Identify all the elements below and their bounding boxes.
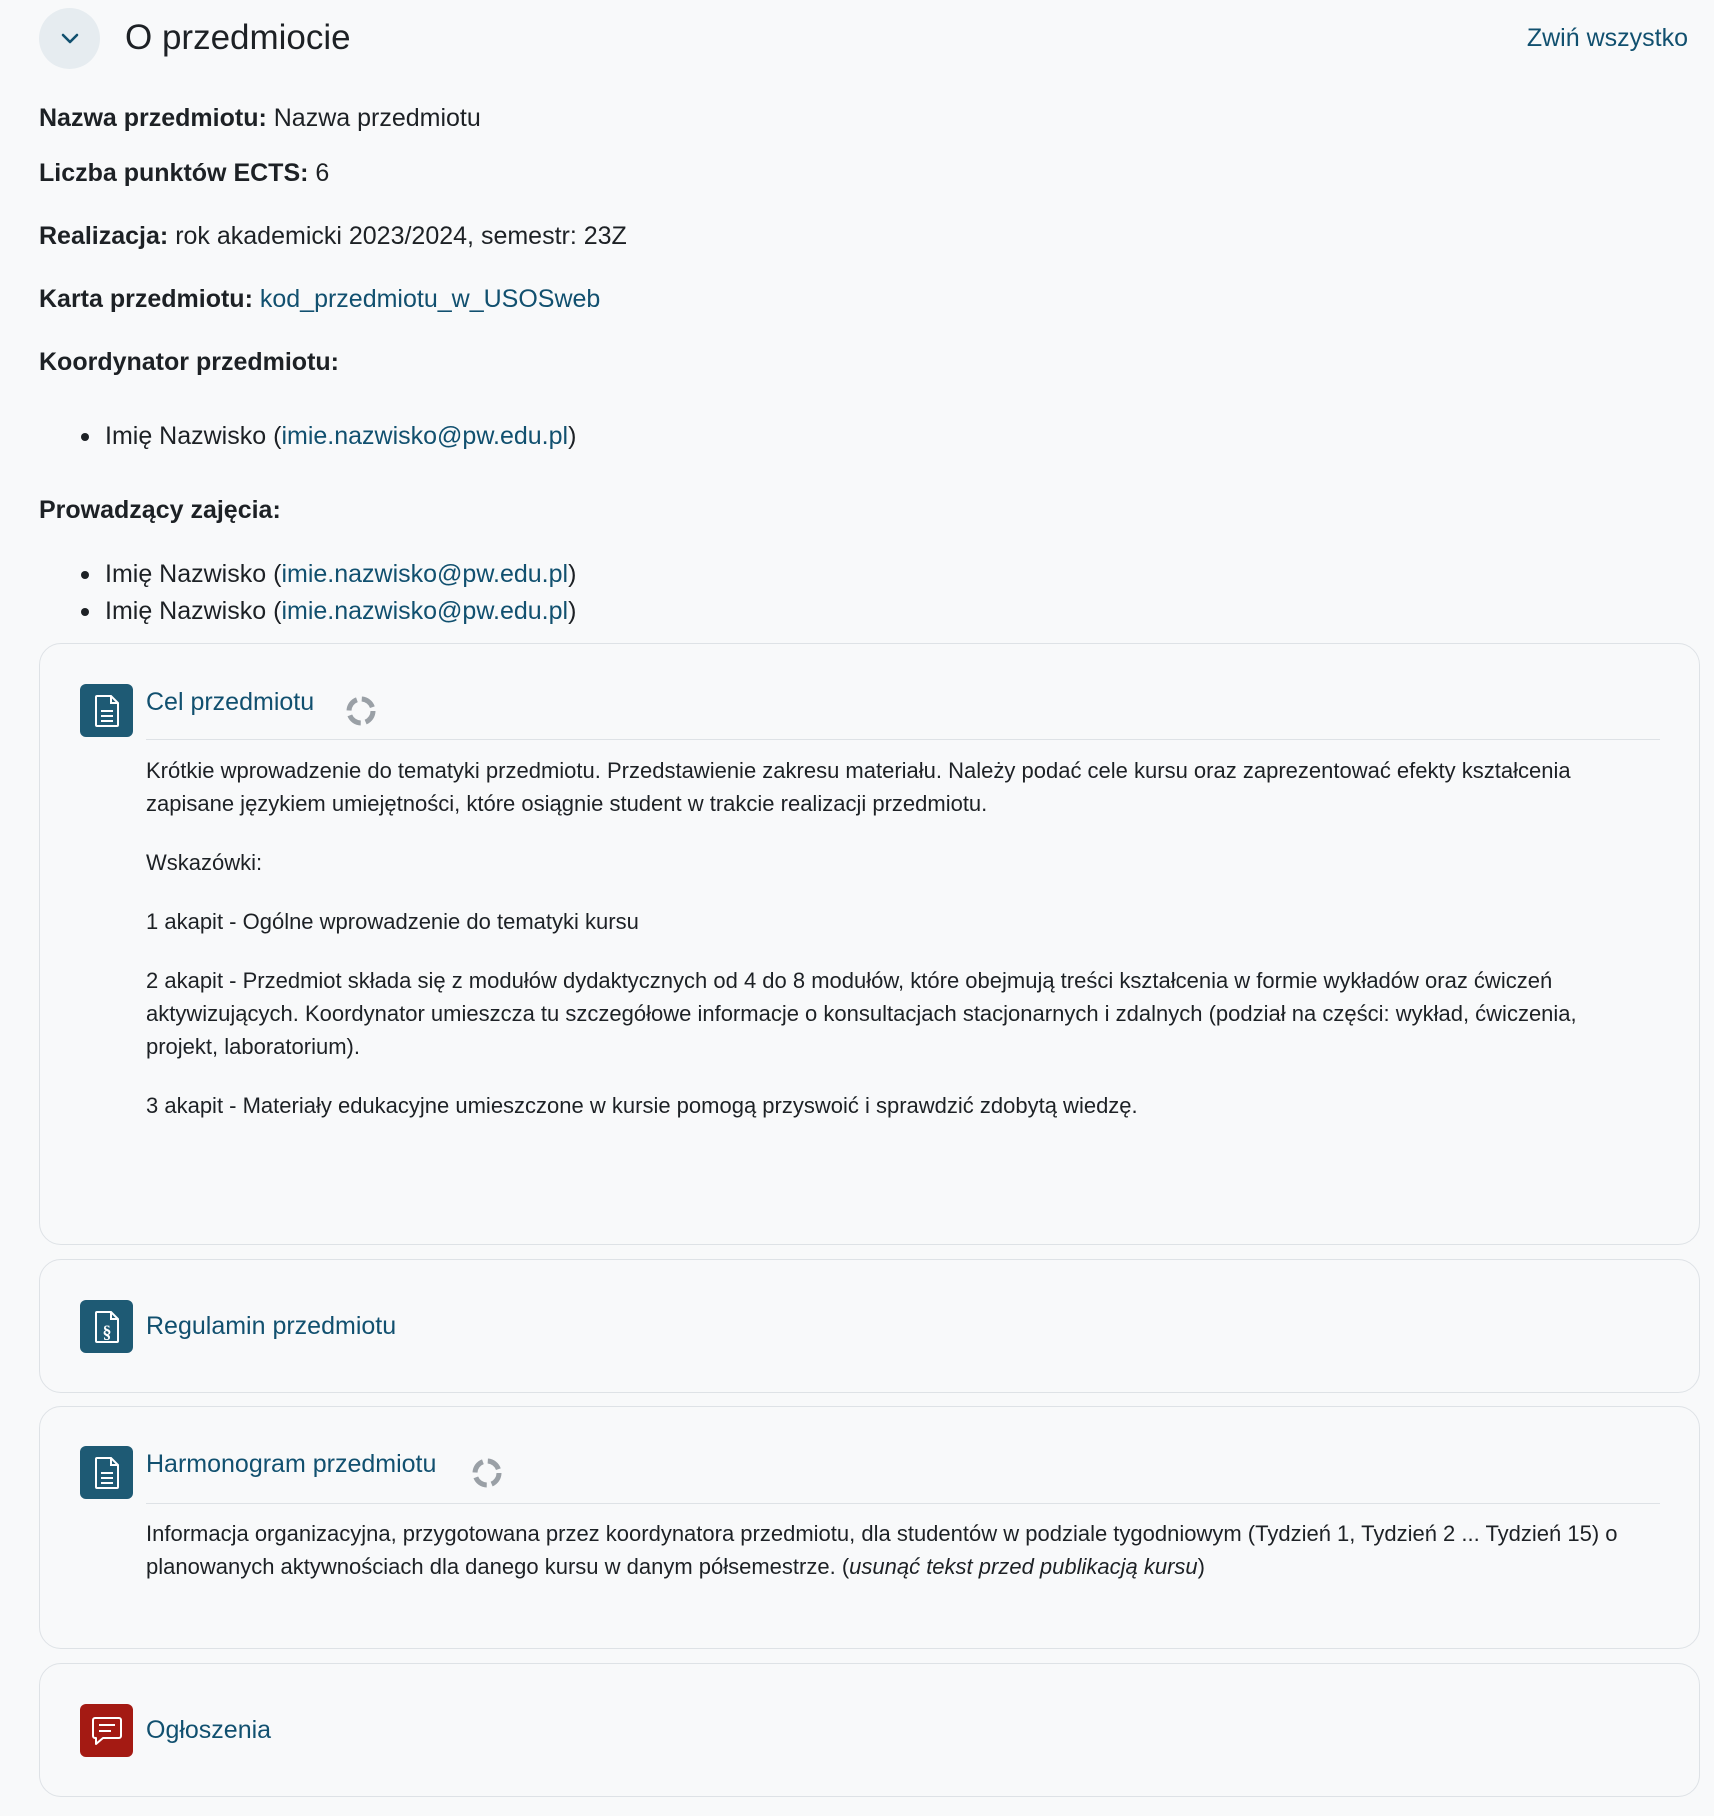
- activity-card-ogloszenia: [39, 1663, 1700, 1797]
- activity-card-harmonogram: [39, 1406, 1700, 1649]
- svg-text:§: §: [102, 1321, 111, 1342]
- course-card-row: [39, 283, 600, 315]
- completion-status-icon[interactable]: [344, 694, 378, 728]
- ects-label: Liczba punktów ECTS:: [39, 159, 309, 187]
- realization-value: rok akademicki 2023/2024, semestr: 23Z: [175, 222, 627, 250]
- person-name: Imię Nazwisko: [105, 597, 267, 625]
- divider: [146, 739, 1660, 740]
- activity-name-link[interactable]: Ogłoszenia: [146, 1716, 272, 1744]
- description-text: Informacja organizacyjna, przygotowana przez koordynatora przedmiotu, dla studentów w podziale tygodniowym (Tydzień 1, Tydzień 2 ... Tydzień 15) o planowanych aktywnościach dla danego kursu w danym półsemestrze. (: [146, 1521, 1618, 1579]
- realization-label: Realizacja:: [39, 222, 169, 250]
- activity-icon-box: [80, 1704, 133, 1757]
- forum-icon: [90, 1715, 124, 1747]
- activity-name-link[interactable]: Cel przedmiotu: [146, 688, 315, 716]
- description-paragraph: Wskazówki:: [146, 850, 263, 875]
- document-icon: [92, 1456, 122, 1490]
- list-item: Imię Nazwisko (imie.nazwisko@pw.edu.pl): [39, 558, 576, 595]
- description-paragraph: 1 akapit - Ogólne wprowadzenie do tematyki kursu: [146, 909, 639, 934]
- divider: [146, 1503, 1660, 1504]
- document-icon: [92, 694, 122, 728]
- activity-card-cel-przedmiotu: [39, 643, 1700, 1245]
- section-header: [39, 8, 1688, 70]
- teachers-list: [39, 558, 576, 632]
- section-title: O przedmiocie: [125, 18, 351, 57]
- course-name-row: [39, 102, 481, 134]
- course-card-link[interactable]: kod_przedmiotu_w_USOSweb: [259, 285, 601, 313]
- email-link[interactable]: imie.nazwisko@pw.edu.pl: [281, 422, 569, 450]
- activity-icon-box: [80, 684, 133, 737]
- description-paragraph: 3 akapit - Materiały edukacyjne umieszczone w kursie pomogą przyswoić i sprawdzić zdobytą wiedzę.: [146, 1093, 1138, 1118]
- course-card-label: Karta przedmiotu:: [39, 285, 253, 313]
- activity-card-regulamin: [39, 1259, 1700, 1393]
- coordinator-list: [39, 420, 576, 457]
- activity-description: [146, 1517, 1639, 1583]
- realization-row: [39, 220, 627, 252]
- description-italic-note: usunąć tekst przed publikacją kursu: [849, 1554, 1198, 1579]
- activity-icon-box: [80, 1446, 133, 1499]
- ects-row: [39, 157, 329, 189]
- teachers-label: Prowadzący zajęcia:: [39, 496, 281, 524]
- description-paragraph: Krótkie wprowadzenie do tematyki przedmiotu. Przedstawienie zakresu materiału. Należy podać cele kursu oraz zaprezentować efekty kształcenia zapisane językiem umiejętności, które osiągnie student w trakcie realizacji przedmiotu.: [146, 758, 1571, 816]
- course-name-value: Nazwa przedmiotu: [273, 104, 481, 132]
- email-link[interactable]: imie.nazwisko@pw.edu.pl: [281, 560, 569, 588]
- activity-icon-box: [80, 1300, 133, 1353]
- person-name: Imię Nazwisko: [105, 560, 267, 588]
- email-link[interactable]: imie.nazwisko@pw.edu.pl: [281, 597, 569, 625]
- description-paragraph: 2 akapit - Przedmiot składa się z modułów dydaktycznych od 4 do 8 modułów, które obejmują treści kształcenia w formie wykładów oraz ćwiczeń aktywizujących. Koordynator umieszcza tu szczegółowe informacje o konsultacjach stacjonarnych i zdalnych (podział na części: wykład, ćwiczenia, projekt, laboratorium).: [146, 968, 1577, 1059]
- person-name: Imię Nazwisko: [105, 422, 267, 450]
- activity-name-link[interactable]: Harmonogram przedmiotu: [146, 1450, 437, 1478]
- completion-status-icon[interactable]: [470, 1456, 504, 1490]
- chevron-down-icon: [58, 27, 82, 51]
- list-item: Imię Nazwisko (imie.nazwisko@pw.edu.pl): [39, 595, 576, 632]
- teachers-heading: [39, 494, 281, 526]
- legal-document-icon: [92, 1310, 122, 1344]
- coordinator-heading: [39, 346, 339, 378]
- coordinator-label: Koordynator przedmiotu:: [39, 348, 339, 376]
- list-item: Imię Nazwisko (imie.nazwisko@pw.edu.pl): [39, 420, 576, 457]
- ects-value: 6: [315, 159, 330, 187]
- collapse-section-button[interactable]: [39, 8, 100, 69]
- activity-description: [146, 754, 1639, 1148]
- description-text-end: ): [1197, 1554, 1205, 1579]
- activity-name-link[interactable]: Regulamin przedmiotu: [146, 1312, 397, 1340]
- course-name-label: Nazwa przedmiotu:: [39, 104, 267, 132]
- collapse-all-link[interactable]: Zwiń wszystko: [1526, 24, 1688, 52]
